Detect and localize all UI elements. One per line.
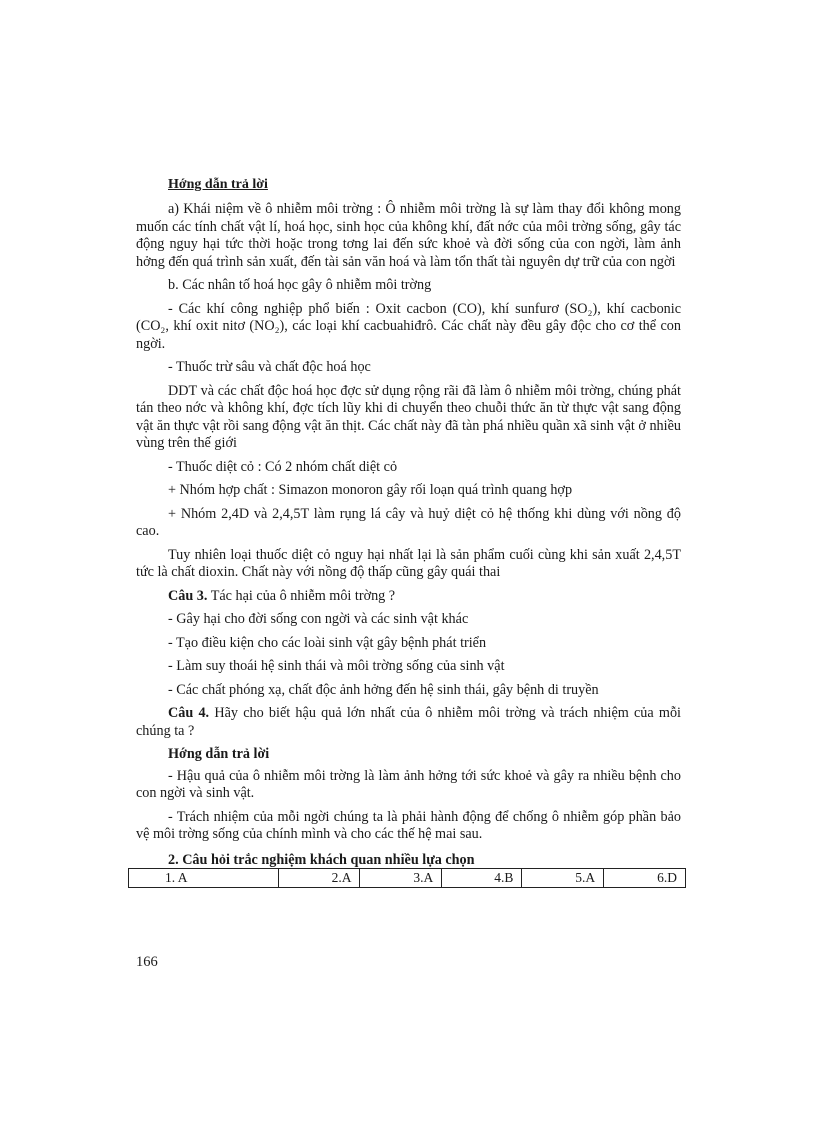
question-3 bbox=[136, 588, 681, 606]
paragraph: + Nhóm 2,4D và 2,4,5T làm rụng lá cây và huỷ diệt cỏ hệ thống khi dùng với nồng độ cao. bbox=[136, 505, 681, 539]
answer-cell: 2.A bbox=[278, 868, 360, 887]
list-item: - Các chất phóng xạ, chất độc ảnh hởng đến hệ sinh thái, gây bệnh di truyền bbox=[168, 681, 599, 698]
paragraph: - Thuốc trừ sâu và chất độc hoá học bbox=[168, 359, 371, 375]
paragraph: - Các khí công nghiệp phổ biến : Oxit cacbon (CO), khí sunfurơ (SO₂), khí cacbonic (CO₂, khí oxit nitơ (NO₂), các loại khí cacbuahiđrô. Các chất này đều gây độc cho cơ thể con ngời. bbox=[136, 300, 681, 352]
question-4 bbox=[136, 705, 681, 740]
mcq-heading: 2. Câu hỏi trắc nghiệm khách quan nhiều lựa chọn bbox=[168, 851, 475, 868]
answer-table bbox=[128, 868, 686, 888]
answer-cell: 5.A bbox=[522, 868, 604, 887]
list-item: - Gây hại cho đời sống con ngời và các sinh vật khác bbox=[168, 611, 469, 627]
question-label: Câu 3. bbox=[168, 587, 208, 604]
page-content bbox=[136, 176, 681, 888]
paragraph: a) Khái niệm về ô nhiễm môi trờng : Ô nhiễm môi trờng là sự làm thay đổi không mong muốn các tính chất vật lí, hoá học, sinh học của không khí, đất nớc của môi trờng sống, gây tác động nguy hại tức thời hoặc trong tơng lai đến sức khoẻ và đời sống của con ngời, làm ảnh hởng đến quá trình sản xuất, đến tài sản văn hoá và làm tổn thất tài nguyên dự trữ của con ngời bbox=[136, 201, 681, 270]
question-text: Tác hại của ô nhiễm môi trờng ? bbox=[207, 587, 396, 604]
answer-guide-heading: Hớng dẫn trả lời bbox=[168, 746, 270, 762]
page-number: 166 bbox=[136, 954, 158, 970]
table-row bbox=[129, 868, 686, 887]
question-text: Hãy cho biết hậu quả lớn nhất của ô nhiễm môi trờng và trách nhiệm của mỗi chúng ta ? bbox=[136, 705, 682, 739]
list-item: - Hậu quả của ô nhiễm môi trờng là làm ảnh hởng tới sức khoẻ và gây ra nhiều bệnh cho con ngời và sinh vật. bbox=[136, 767, 681, 801]
answer-cell: 1. A bbox=[129, 868, 279, 887]
list-item: - Làm suy thoái hệ sinh thái và môi trờng sống của sinh vật bbox=[168, 658, 505, 674]
list-item: - Tạo điều kiện cho các loài sinh vật gây bệnh phát triển bbox=[168, 634, 487, 651]
answer-cell: 4.B bbox=[442, 868, 522, 887]
paragraph: + Nhóm hợp chất : Simazon monoron gây rối loạn quá trình quang hợp bbox=[168, 482, 573, 498]
answer-guide-heading: Hớng dẫn trả lời bbox=[168, 177, 268, 192]
paragraph: Tuy nhiên loại thuốc diệt cỏ nguy hại nhất lại là sản phẩm cuối cùng khi sản xuất 2,4,5T tức là chất dioxin. Chất này với nồng độ thấp cũng gây quái thai bbox=[136, 546, 681, 580]
list-item: - Trách nhiệm của mỗi ngời chúng ta là phải hành động để chống ô nhiễm góp phần bảo vệ môi trờng sống của chính mình và cho các thế hệ mai sau. bbox=[136, 808, 681, 842]
paragraph: DDT và các chất độc hoá học đợc sử dụng rộng rãi đã làm ô nhiễm môi trờng, chúng phát tán theo nớc và không khí, đợc tích lũy khi di chuyển theo chuỗi thức ăn từ thực vật sang động vật ăn thực vật rồi sang động vật ăn thịt. Các chất này đã tàn phá nhiều quần xã sinh vật ở nhiều vùng trên thế giới bbox=[136, 382, 681, 451]
paragraph: b. Các nhân tố hoá học gây ô nhiễm môi trờng bbox=[168, 277, 432, 293]
answer-cell: 6.D bbox=[604, 868, 686, 887]
paragraph: - Thuốc diệt cỏ : Có 2 nhóm chất diệt cỏ bbox=[168, 458, 398, 475]
question-label: Câu 4. bbox=[168, 705, 210, 721]
answer-cell: 3.A bbox=[360, 868, 442, 887]
